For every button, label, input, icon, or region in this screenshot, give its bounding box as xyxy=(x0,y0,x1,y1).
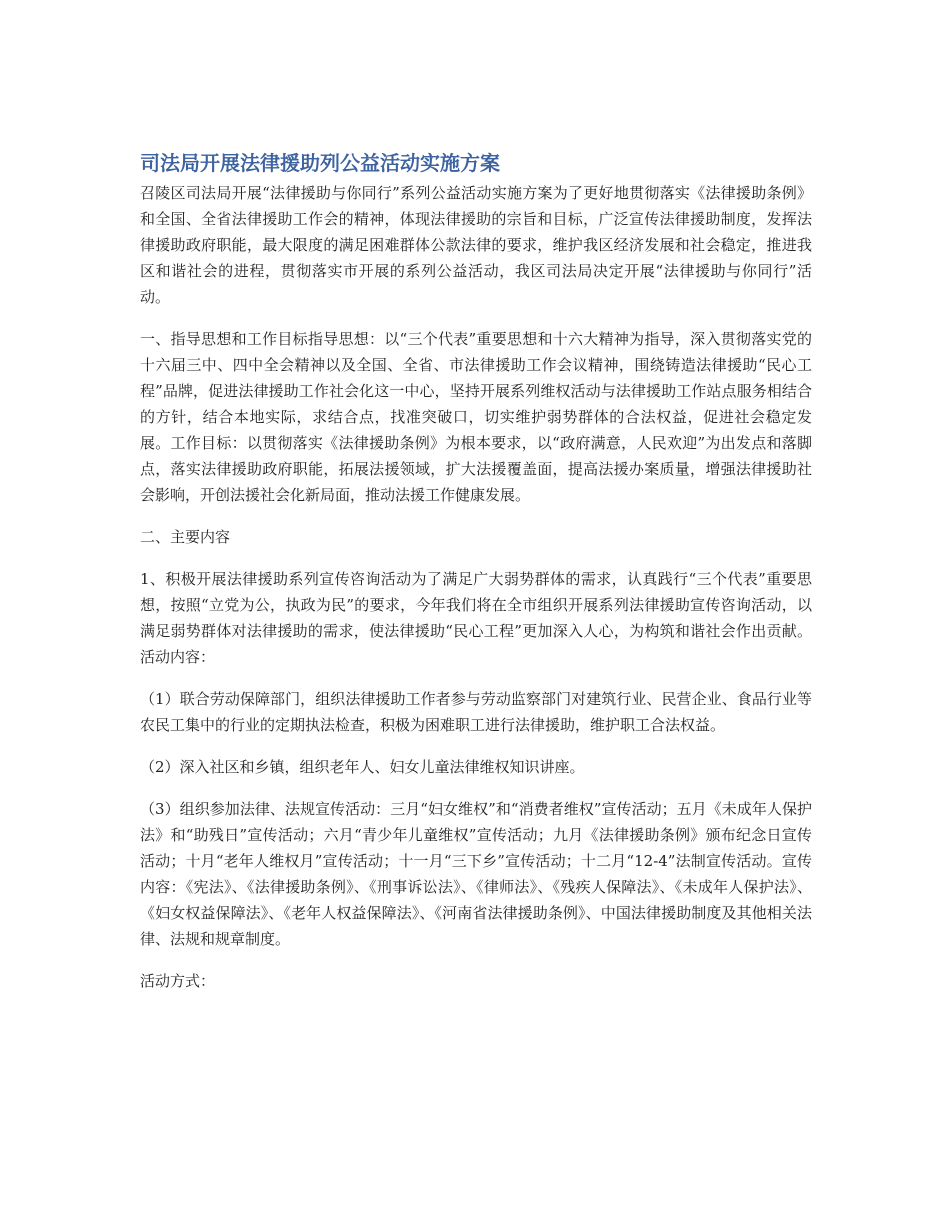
subitem-3-paragraph: （3）组织参加法律、法规宣传活动：三月“妇女维权”和“消费者维权”宣传活动；五月《未成年人保护法》和“助残日”宣传活动；六月“青少年儿童维权”宣传活动；九月《法律援助条例》颁布纪念日宣传活动；十月“老年人维权月”宣传活动；十一月“三下乡”宣传活动；十二月“12-4”法制宣传活动。宣传内容：《宪法》、《法律援助条例》、《刑事诉讼法》、《律师法》、《残疾人保障法》、《未成年人保护法》、《妇女权益保障法》、《老年人权益保障法》、《河南省法律援助条例》、中国法律援助制度及其他相关法律、法规和规章制度。 xyxy=(140,800,812,948)
subitem-1-paragraph: （1）联合劳动保障部门，组织法律援助工作者参与劳动监察部门对建筑行业、民营企业、食品行业等农民工集中的行业的定期执法检查，积极为困难职工进行法律援助，维护职工合法权益。 xyxy=(140,690,812,734)
document-page xyxy=(140,148,812,1010)
item-1-paragraph: 1、积极开展法律援助系列宣传咨询活动为了满足广大弱势群体的需求，认真践行“三个代表”重要思想，按照“立党为公，执政为民”的要求，今年我们将在全市组织开展系列法律援助宣传咨询活动，以满足弱势群体对法律援助的需求，使法律援助“民心工程”更加深入人心，为构筑和谐社会作出贡献。活动内容： xyxy=(140,570,812,666)
subitem-2-paragraph: （2）深入社区和乡镇，组织老年人、妇女儿童法律维权知识讲座。 xyxy=(140,758,585,776)
guiding-ideology-paragraph: 一、指导思想和工作目标指导思想：以“三个代表”重要思想和十六大精神为指导，深入贯彻落实党的十六届三中、四中全会精神以及全国、全省、市法律援助工作会议精神，围绕铸造法律援助“民心工程”品牌，促进法律援助工作社会化这一中心，坚持开展系列维权活动与法律援助工作站点服务相结合的方针，结合本地实际，求结合点，找准突破口，切实维护弱势群体的合法权益，促进社会稳定发展。工作目标：以贯彻落实《法律援助条例》为根本要求，以“政府满意，人民欢迎”为出发点和落脚点，落实法律援助政府职能，拓展法援领域，扩大法援覆盖面，提高法援办案质量，增强法律援助社会影响，开创法援社会化新局面，推动法援工作健康发展。 xyxy=(140,330,812,504)
intro-paragraph: 召陵区司法局开展“法律援助与你同行”系列公益活动实施方案为了更好地贯彻落实《法律援助条例》和全国、全省法律援助工作会的精神，体现法律援助的宗旨和目标，广泛宣传法律援助制度，发挥法律援助政府职能，最大限度的满足困难群体公款法律的要求，维护我区经济发展和社会稳定，推进我区和谐社会的进程，贯彻落实市开展的系列公益活动，我区司法局决定开展“法律援助与你同行”活动。 xyxy=(140,184,812,306)
section-heading-main-content: 二、主要内容 xyxy=(140,528,231,546)
document-title: 司法局开展法律援助列公益活动实施方案 xyxy=(140,151,500,175)
activity-method-label: 活动方式： xyxy=(140,972,216,990)
